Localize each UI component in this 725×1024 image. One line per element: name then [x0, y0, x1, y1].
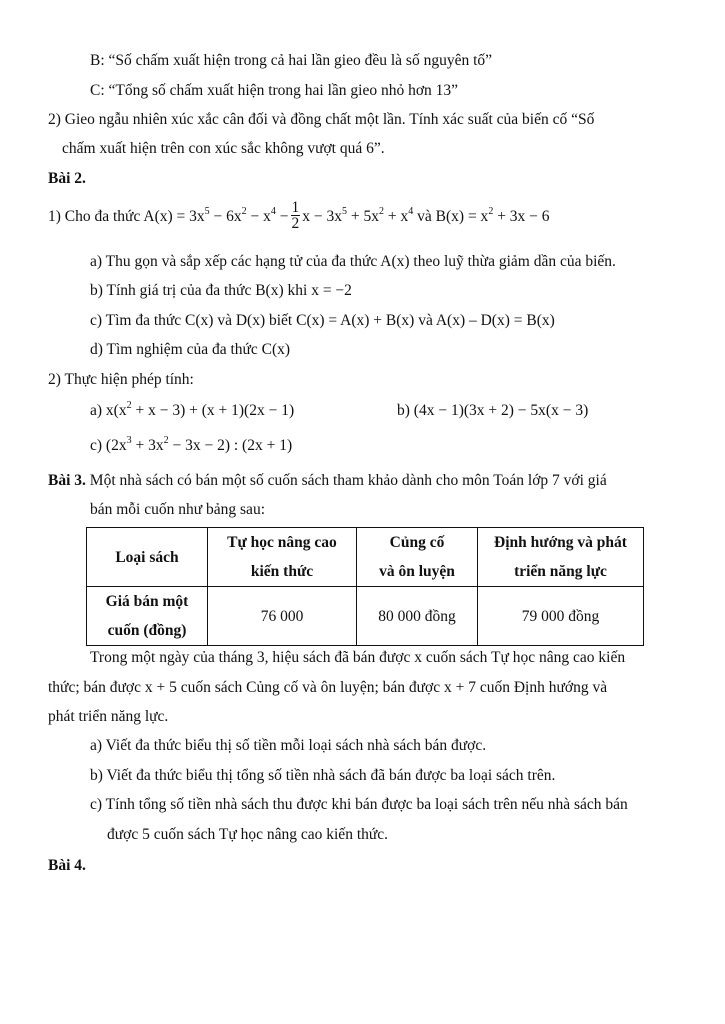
bai-3-intro-line-2: bán mỗi cuốn như bảng sau: — [90, 501, 265, 518]
question-1-polynomials — [48, 199, 550, 233]
question-3b: b) Viết đa thức biểu thị tổng số tiền nhà sách đã bán được ba loại sách trên. — [90, 767, 556, 784]
polynomial-b: $B(x) = x^2 + 3x - 6$ — [435, 206, 550, 226]
price-table — [86, 527, 644, 646]
event-c-line: C: “Tổng số chấm xuất hiện trong hai lần gieo nhỏ hơn 13” — [90, 82, 459, 99]
x-value: x = −2 — [311, 282, 352, 299]
price-advanced: 76 000 — [208, 587, 357, 646]
bai-3-intro: Bài 3. Một nhà sách có bán một số cuốn sách tham khảo dành cho môn Toán lớp 7 với giá — [48, 472, 607, 489]
question-1c: c) Tìm đa thức C(x) và D(x) biết C(x) = A(x) + B(x) và A(x) – D(x) = B(x) — [90, 312, 555, 329]
question-1b: b) Tính giá trị của đa thức B(x) khi x = −2 — [90, 282, 352, 299]
question-3c-line-1: c) Tính tổng số tiền nhà sách thu được khi bán được ba loại sách trên nếu nhà sách bán — [90, 796, 628, 813]
row-label-price: Giá bán một cuốn (đồng) — [87, 587, 208, 646]
question-2b: b) (4x − 1)(3x + 2) − 5x(x − 3) — [397, 402, 589, 419]
question-2a: a) $x(x^2 + x - 3) + (x + 1)(2x - 1)$ — [90, 400, 295, 419]
problem-2-line-2: chấm xuất hiện trên con xúc sắc không vượt quá 6”. — [62, 140, 385, 157]
polynomial-a-lhs: A(x) = 3x — [143, 208, 205, 226]
header-review: Củng cố và ôn luyện — [357, 528, 478, 587]
bai-4-heading: Bài 4. — [48, 857, 86, 874]
question-3c-line-2: được 5 cuốn sách Tự học nâng cao kiến thức. — [107, 826, 389, 843]
polynomial-a: $A(x) = 3x^5 - 6x^2 - x^4$ − $\frac{1}{2}$ $x - 3x^5 + 5x^2 + x^4$ — [143, 199, 414, 232]
header-book-type: Loại sách — [87, 528, 208, 587]
header-advanced: Tự học nâng cao kiến thức — [208, 528, 357, 587]
bai-3-heading: Bài 3. — [48, 472, 86, 489]
problem-2-line-1: 2) Gieo ngẫu nhiên xúc xắc cân đối và đồng chất một lần. Tính xác suất của biến cố “Số — [48, 111, 595, 128]
price-review: 80 000 đồng — [357, 587, 478, 646]
question-2: 2) Thực hiện phép tính: — [48, 371, 194, 388]
price-orientation: 79 000 đồng — [478, 587, 644, 646]
question-2c: c) $(2x^3 + 3x^2 - 3x - 2)$ : (2x + 1) — [90, 435, 293, 454]
event-b-line: B: “Số chấm xuất hiện trong cả hai lần gieo đều là số nguyên tố” — [90, 52, 493, 69]
question-1d: d) Tìm nghiệm của đa thức C(x) — [90, 341, 291, 358]
q1-and: và — [417, 208, 432, 226]
header-orientation: Định hướng và phát triển năng lực — [478, 528, 644, 587]
paragraph-line-3: phát triển năng lực. — [48, 708, 169, 725]
fraction-one-half: $\frac{1}{2}$ — [291, 199, 300, 232]
table-row — [87, 587, 644, 646]
paragraph-line-2: thức; bán được x + 5 cuốn sách Củng cố và ôn luyện; bán được x + 7 cuốn Định hướng và — [48, 679, 608, 696]
question-3a: a) Viết đa thức biểu thị số tiền mỗi loại sách nhà sách bán được. — [90, 737, 487, 754]
question-1a: a) Thu gọn và sắp xếp các hạng tử của đa thức A(x) theo luỹ thừa giảm dần của biến. — [90, 253, 616, 270]
paragraph-line-1: Trong một ngày của tháng 3, hiệu sách đã bán được x cuốn sách Tự học nâng cao kiến — [90, 649, 626, 666]
bai-2-heading: Bài 2. — [48, 170, 86, 187]
table-header-row — [87, 528, 644, 587]
q1-prefix: 1) Cho đa thức — [48, 208, 141, 226]
